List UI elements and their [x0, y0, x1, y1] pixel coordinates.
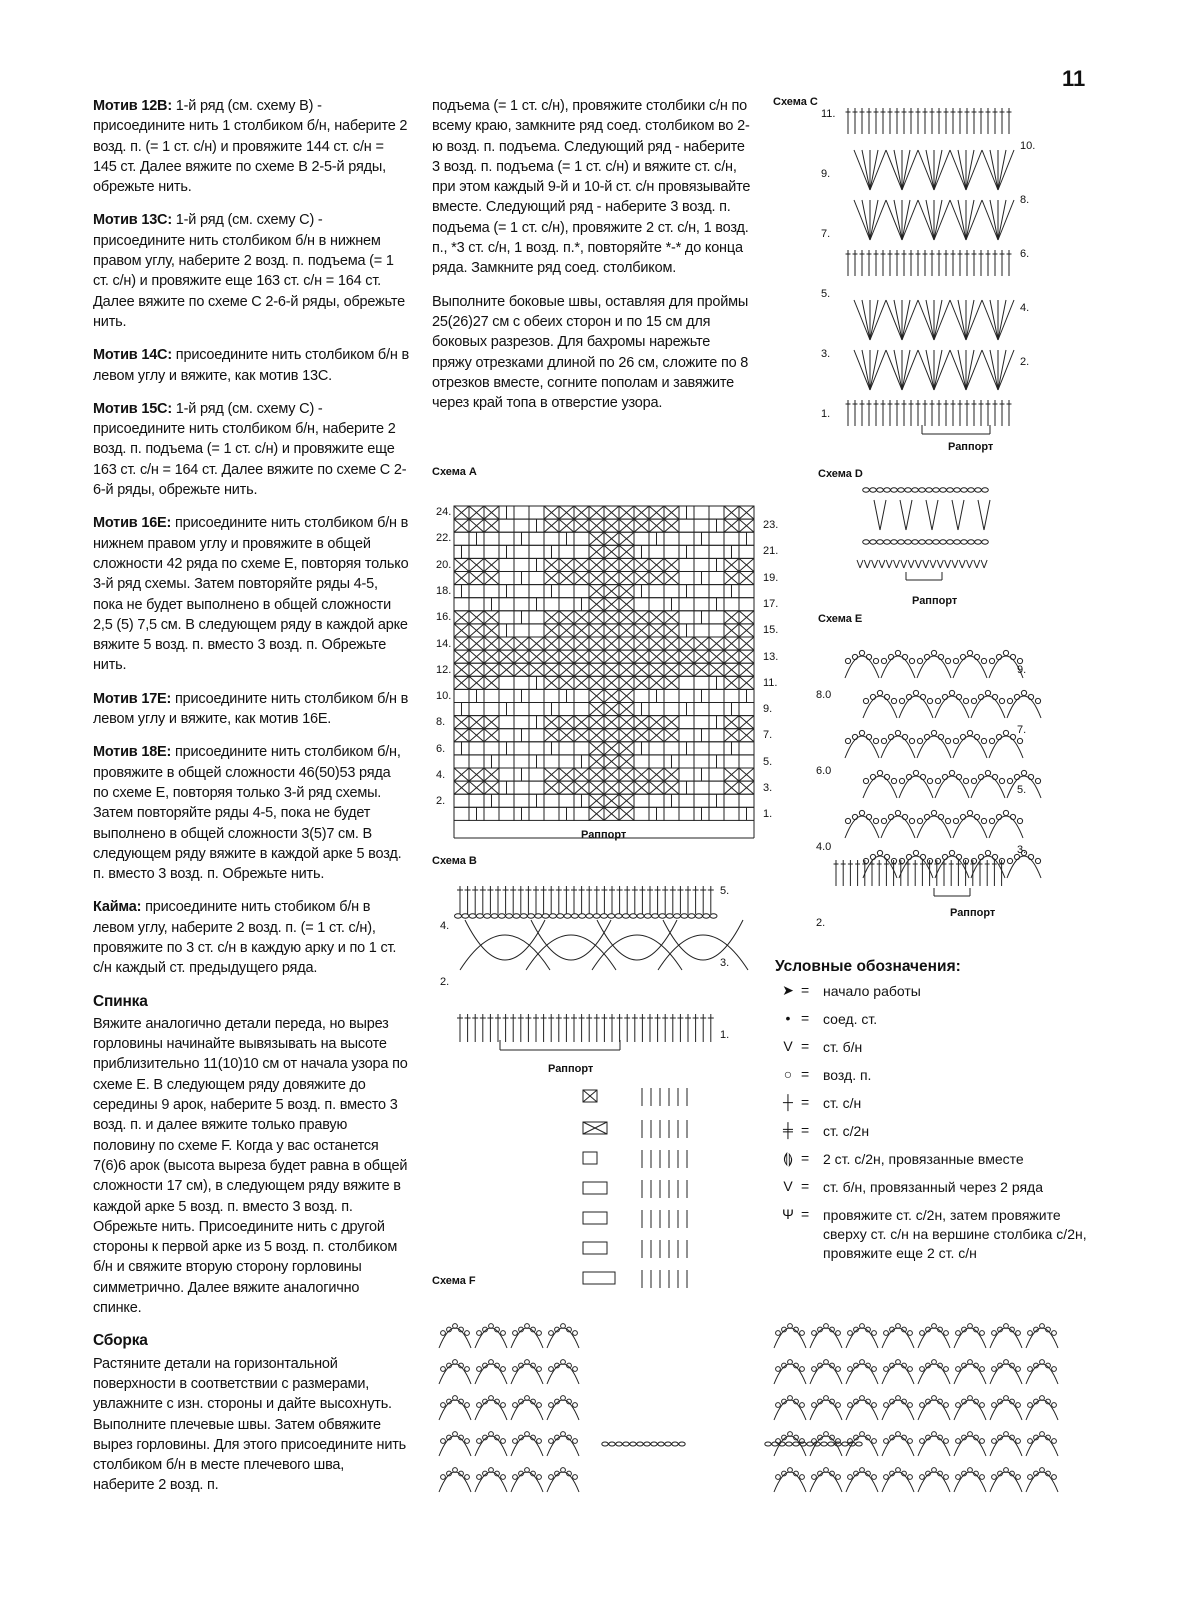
schema-f-chart	[439, 1324, 1058, 1492]
row-number: 2.	[440, 976, 450, 988]
row-number: 20.	[436, 558, 452, 571]
legend-item: ○ = возд. п.	[775, 1066, 1095, 1085]
schema-c-chart	[846, 108, 1015, 434]
legend-item: ⟬⟭ = 2 ст. с/2н, провязанные вместе	[775, 1150, 1095, 1169]
row-number: 17.	[763, 597, 779, 610]
treble-crochet-icon: ╪	[783, 1122, 793, 1138]
row-number: 5.	[720, 885, 730, 897]
legend-title: Условные обозначения:	[775, 958, 961, 975]
single-crochet-icon: V	[783, 1038, 793, 1054]
row-number: 21.	[763, 545, 779, 558]
schema-b-chart	[455, 886, 749, 1050]
motif-18e: Мотив 18Е: присоедините нить столбиком б/н, провяжите в общей сложности 46(50)53 ряда по схеме Е, повторяя только 3-й ряд схемы. Затем повторяйте ряды 4-5, пока не будет выполнено в общей сложности 3(5)7 см. В следующем ряду вяжите в каждой арке 5 возд. п. вместо 3 возд. п. Обрежьте нить.	[93, 744, 402, 883]
row-number: 1.	[720, 1029, 730, 1041]
motif-13c: Мотив 13С: 1-й ряд (см. схему С) - присоедините нить столбиком б/н в нижнем правом углу, наберите 2 возд. п. подъема (= 1 ст. с/н) и провяжите еще 163 ст. с/н = 164 ст. Далее вяжите по схеме С 2-6-й ряды, обрежьте нить.	[93, 212, 405, 330]
row-number: 11.	[821, 108, 836, 120]
motif-17e: Мотив 17Е: присоедините нить столбиком б/н в левом углу и вяжите, как мотив 16Е.	[93, 690, 409, 728]
double-crochet-icon: ┼	[783, 1094, 793, 1110]
back-heading: Спинка	[93, 992, 148, 1010]
legend-item: ➤ = начало работы	[775, 982, 1095, 1001]
row-number: 7.	[821, 228, 831, 240]
spike-stitch-icon: V	[783, 1178, 793, 1194]
row-number: 10.	[1020, 140, 1036, 152]
row-number: 13.	[763, 650, 779, 663]
legend-item: • = соед. ст.	[775, 1010, 1095, 1029]
row-number: 3.	[821, 348, 831, 360]
row-number: 1.	[763, 808, 773, 821]
rapport-e-label: Раппорт	[950, 907, 996, 919]
slip-stitch-icon: •	[785, 1010, 791, 1026]
row-number: 2.	[436, 795, 446, 808]
row-number: 8.0	[816, 689, 832, 701]
row-number: 6.	[436, 742, 446, 755]
schema-f-label: Схема F	[432, 1275, 476, 1287]
row-number: 4.	[440, 920, 450, 932]
grid-key	[583, 1088, 687, 1288]
border-kaima: Кайма: присоедините нить стобиком б/н в левом углу, наберите 2 возд. п. (= 1 ст. с/н), провяжите по 3 ст. с/н в каждую арку и по 1 ст. с/н каждый ст. предыдущего ряда.	[93, 899, 397, 977]
row-number: 6.	[1020, 248, 1030, 260]
schema-d-label: Схема D	[818, 468, 863, 480]
row-number: 16.	[436, 611, 452, 624]
row-number: 5.	[1017, 784, 1027, 796]
row-number: 3.	[720, 957, 730, 969]
row-number: 23.	[763, 519, 779, 531]
schema-e-chart	[834, 650, 1042, 896]
neckline-text: подъема (= 1 ст. с/н), провяжите столбики с/н по всему краю, замкните ряд соед. столбиком во 2-ю возд. п. подъема. Следующий ряд - наберите 3 возд. п. подъема (= 1 ст. с/н) и вяжите ст. с/н, при этом каждый 9-й и 10-й ст. с/н провязывайте вместе. Следующий ряд - наберите 3 возд. п. подъема (= 1 ст. с/н), провяжите 2 ст. с/н, 1 возд. п., *3 ст. с/н, 1 возд. п.*, повторяйте *-* до конца ряда. Замкните ряд соед. столбиком.	[432, 98, 751, 277]
row-number: 2.	[816, 917, 826, 929]
legend	[775, 958, 1095, 1272]
assembly-text: Растяните детали на горизонтальной поверхности в соответствии с размерами, увлажните с изн. стороны и дайте высохнуть. Выполните плечевые швы. Затем обвяжите вырез горловины. Для этого присоедините нить столбиком б/н в месте плечевого шва, наберите 2 возд. п.	[93, 1355, 407, 1494]
schema-d-chart	[857, 488, 990, 580]
legend-item: ┼ = ст. с/н	[775, 1094, 1095, 1113]
schema-b-label: Схема В	[432, 855, 477, 867]
cluster-icon: ⟬⟭	[782, 1150, 794, 1166]
row-number: 4.	[1020, 302, 1030, 314]
schema-a-label: Схема А	[432, 466, 477, 478]
row-number: 19.	[763, 571, 779, 584]
row-number: 15.	[763, 624, 779, 637]
row-number: 7.	[1017, 724, 1027, 736]
row-number: 9.	[1017, 664, 1027, 676]
legend-item: V = ст. б/н, провязанный через 2 ряда	[775, 1178, 1095, 1197]
legend-item: V = ст. б/н	[775, 1038, 1095, 1057]
rapport-a-label: Раппорт	[581, 829, 627, 841]
legend-item: ╪ = ст. с/2н	[775, 1122, 1095, 1141]
motif-16e: Мотив 16Е: присоедините нить столбиком б/н в нижнем правом углу и провяжите в общей сложности 42 ряда по схеме Е, повторяя только 3-й ряд схемы. Затем повторяйте ряды 4-5, пока не будет выполнено в общей сложности 2,5 (5) 7,5 см. В следующем ряду в каждой арке вяжите 5 возд. п. вместо 3 возд. п. Обрежьте нить.	[93, 515, 409, 674]
row-number: 6.0	[816, 765, 832, 777]
row-number: 22.	[436, 532, 452, 545]
schema-c-label: Схема С	[773, 96, 818, 108]
row-number: 5.	[763, 755, 773, 768]
row-number: 1.	[821, 408, 831, 420]
row-number: 8.	[1020, 194, 1030, 206]
motif-12b: Мотив 12В: 1-й ряд (см. схему В) - присоедините нить 1 столбиком б/н, наберите 2 возд. п. (= 1 ст. с/н) и провяжите 144 ст. с/н = 145 ст. Далее вяжите по схеме В 2-5-й ряды, обрежьте нить.	[93, 98, 408, 196]
chain-icon: ○	[783, 1066, 793, 1082]
row-number: 8.	[436, 716, 446, 729]
fan-stitch-icon: Ψ	[782, 1206, 794, 1222]
schema-e-label: Схема Е	[818, 613, 863, 625]
assembly-heading: Сборка	[93, 1332, 148, 1350]
row-number: 9.	[763, 703, 773, 716]
row-number: 9.	[821, 168, 831, 180]
rapport-d-label: Раппорт	[912, 595, 958, 607]
legend-item: Ψ = провяжите ст. с/2н, затем провяжите сверху ст. с/н на вершине столбика с/2н, провяжите еще 2 ст. с/н	[775, 1206, 1095, 1263]
row-number: 3.	[763, 782, 773, 794]
motif-15c: Мотив 15С: 1-й ряд (см. схему С) - присоедините нить столбиком б/н, наберите 2 возд. п. подъема (= 1 ст. с/н) и провяжите еще 163 ст. с/н = 164 ст. Далее вяжите по схеме С 2-6-й ряды, обрежьте нить.	[93, 400, 407, 499]
row-number: 14.	[436, 637, 452, 650]
schema-a-grid	[454, 506, 754, 838]
row-number: 7.	[763, 729, 773, 742]
row-number: 18.	[436, 584, 452, 597]
row-number: 11.	[763, 676, 778, 689]
back-text: Вяжите аналогично детали переда, но вырез горловины начинайте вывязывать на высоте приблизительно 11(10)10 см от начала узора по схеме Е. В следующем ряду довяжите до середины 9 арок, наберите 5 возд. п. вместо 3 возд. п. и далее вяжите только правую половину по схеме F. Когда у вас останется 7(6)6 арок (высота выреза будет равна в общей сложности 17 см), в следующем ряду вяжите в каждой арке 5 возд. п. вместо 3 возд. п. Обрежьте нить. Присоедините нить с другой стороны к первой арке из 5 возд. п. столбиком б/н и свяжите вторую сторону горловины симметрично. Далее вяжите аналогично спинке.	[93, 1015, 408, 1317]
start-arrow-icon: ➤	[782, 982, 794, 998]
page-number: 11	[1062, 66, 1086, 91]
rapport-b-label: Раппорт	[548, 1063, 594, 1075]
row-number: 24.	[436, 506, 452, 518]
row-number: 12.	[436, 663, 452, 676]
row-number: 10.	[436, 690, 452, 703]
row-number: 5.	[821, 288, 831, 300]
rapport-c-label: Раппорт	[948, 441, 994, 453]
row-number: 4.	[436, 769, 446, 781]
row-number: 3.	[1017, 844, 1027, 856]
motif-14c: Мотив 14С: присоедините нить столбиком б/н в левом углу и вяжите, как мотив 13С.	[93, 347, 409, 384]
row-number: 2.	[1020, 356, 1030, 368]
side-seams-text: Выполните боковые швы, оставляя для проймы 25(26)27 см с обеих сторон и по 15 см для боковых разрезов. Для бахромы нарежьте пряжу отрезками длиной по 26 см, сложите по 8 отрезков вместе, согните пополам и завяжите через край топа в отверстие узора.	[432, 293, 749, 412]
row-number: 4.0	[816, 841, 832, 853]
